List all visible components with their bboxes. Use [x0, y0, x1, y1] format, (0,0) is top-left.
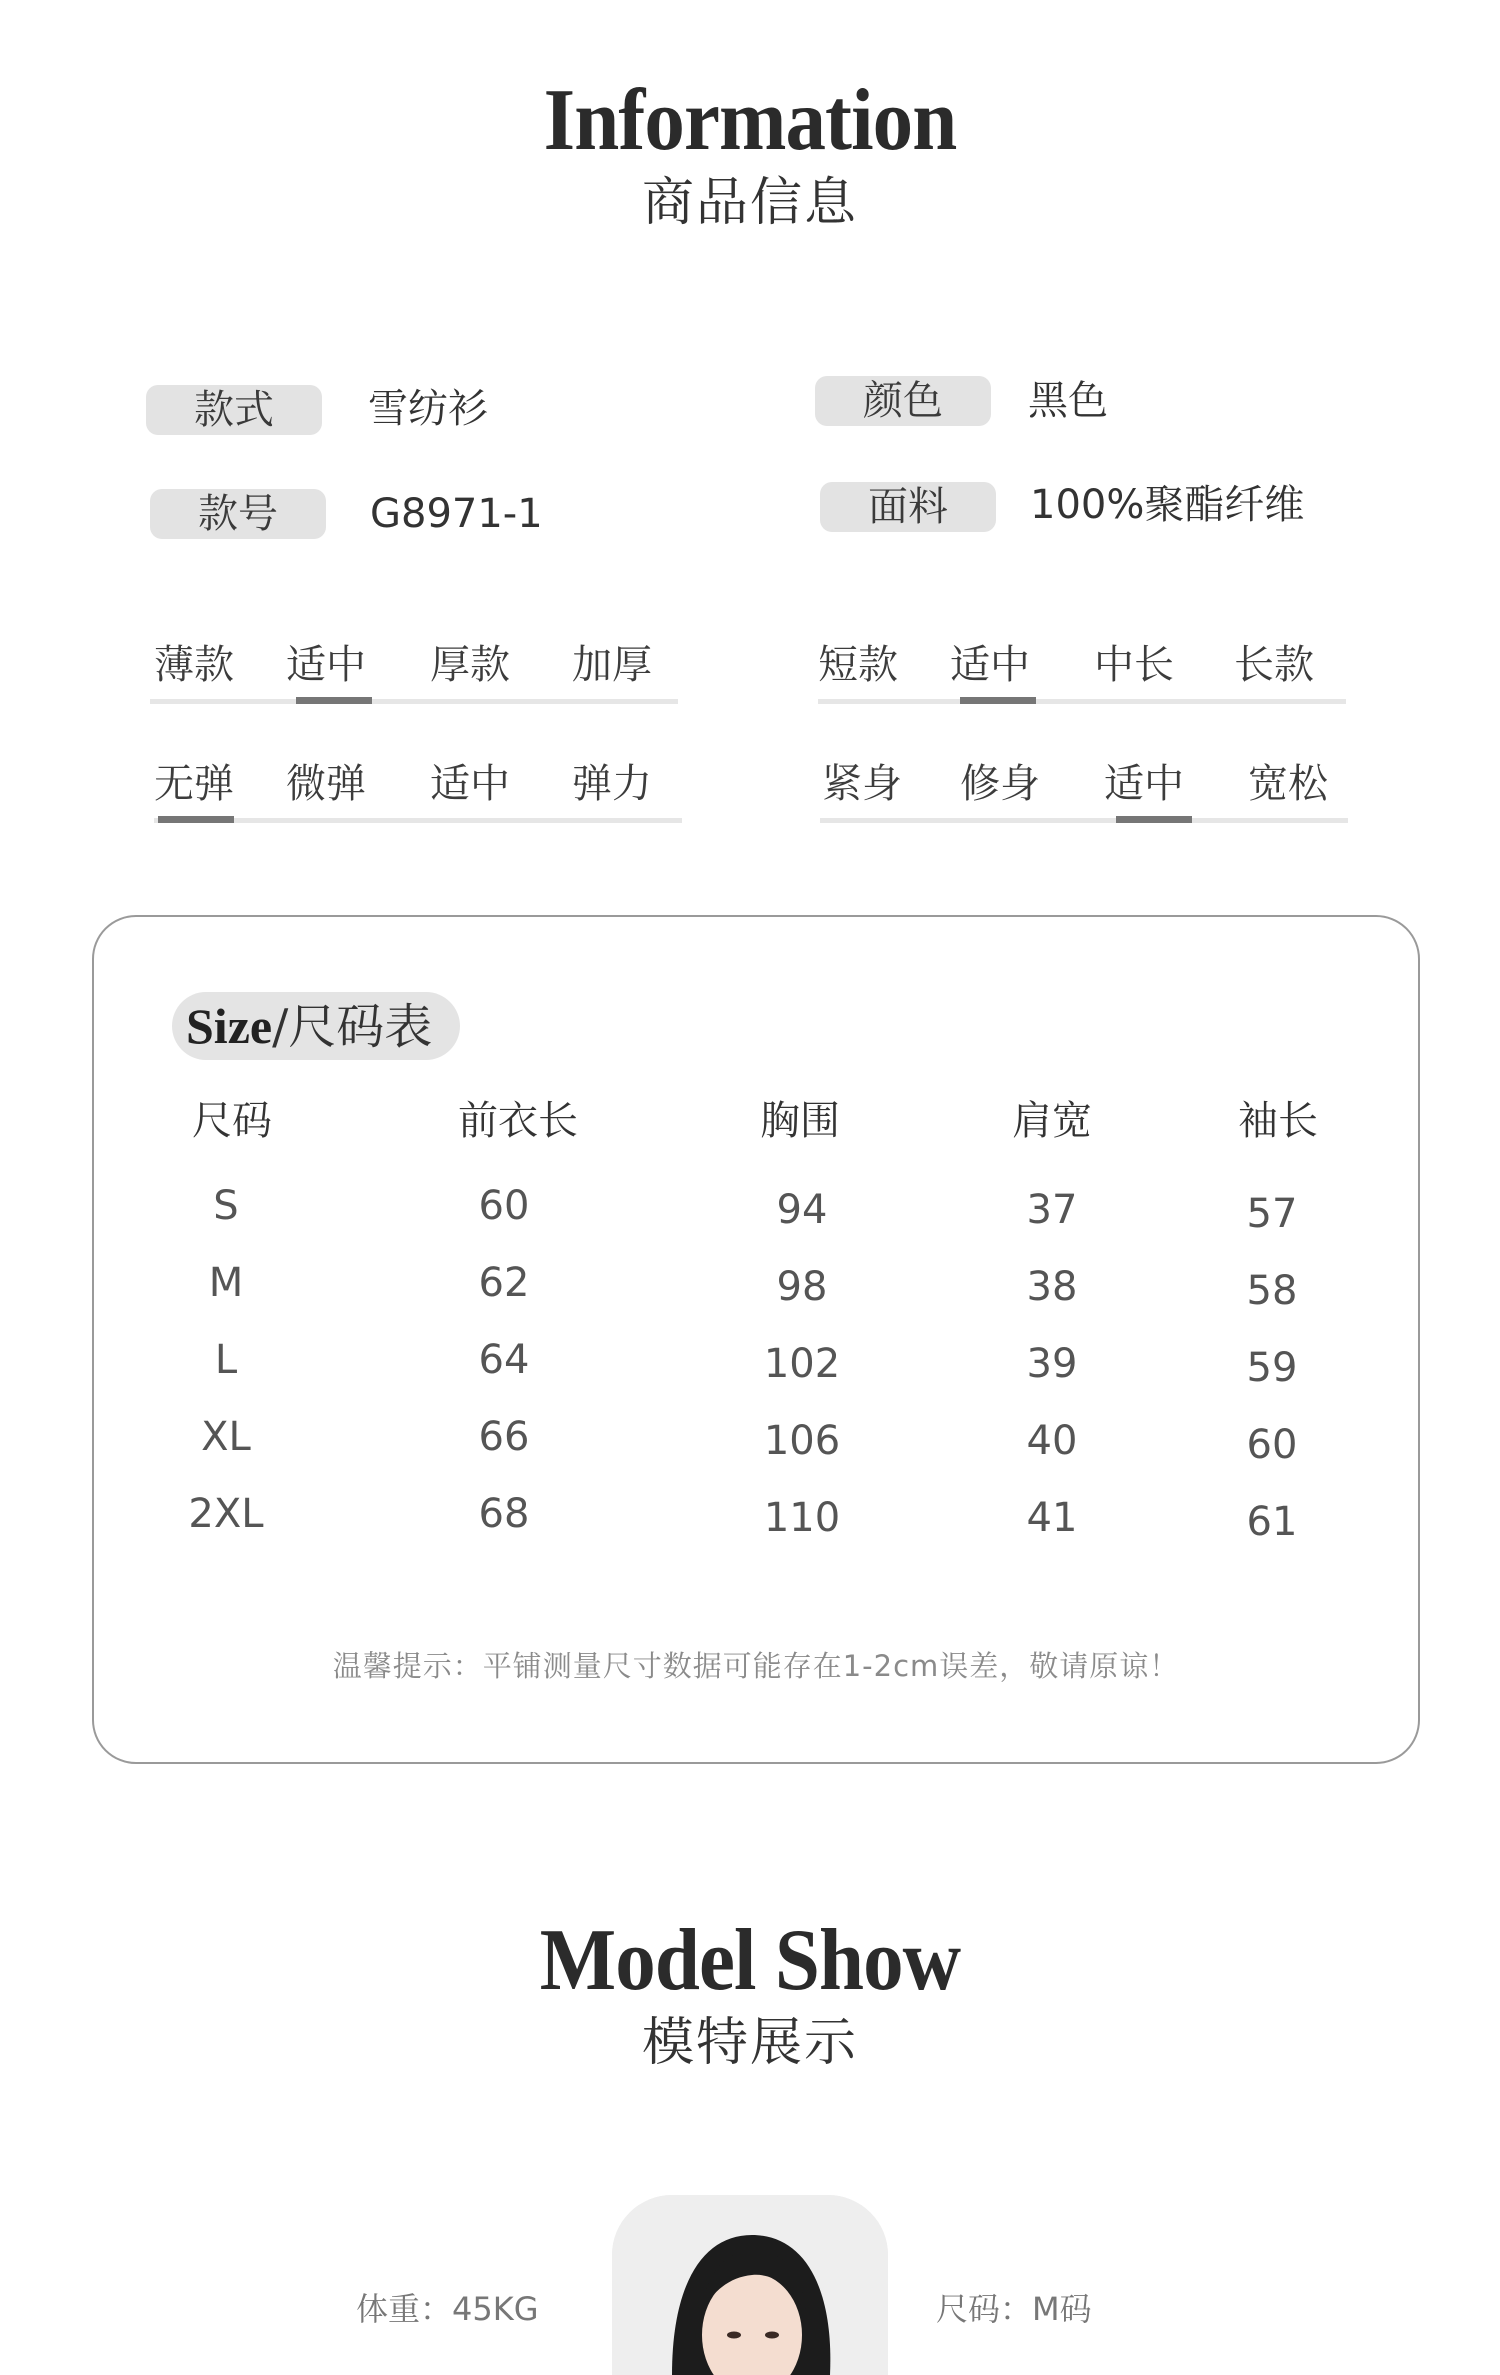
elasticity-option-3: 适中 — [430, 761, 510, 807]
length-scale — [818, 637, 1346, 697]
model-portrait-image — [612, 2195, 888, 2375]
size-title-separator: / — [272, 999, 289, 1055]
color-label-tag: 颜色 — [815, 376, 991, 426]
model-title-en: Model Show — [539, 1912, 961, 2009]
length-option-3: 中长 — [1094, 642, 1174, 688]
length-option-2: 适中 — [950, 642, 1030, 688]
table-cell: 110 — [763, 1495, 841, 1541]
thickness-option-4: 加厚 — [572, 642, 652, 688]
table-cell: 37 — [1026, 1187, 1078, 1233]
model-size: 尺码：M码 — [936, 2290, 1092, 2328]
table-cell: 57 — [1246, 1191, 1298, 1237]
header-front-length: 前衣长 — [458, 1098, 578, 1144]
table-cell: 2XL — [188, 1491, 264, 1537]
table-cell: 40 — [1026, 1418, 1078, 1464]
header-size: 尺码 — [192, 1098, 272, 1144]
model-title-cn: 模特展示 — [641, 2013, 858, 2073]
table-cell: 64 — [478, 1337, 530, 1383]
thickness-option-1: 薄款 — [154, 642, 234, 688]
style-label-tag: 款式 — [146, 385, 322, 435]
fit-option-1: 紧身 — [822, 761, 902, 807]
length-track — [818, 699, 1346, 704]
thickness-option-2: 适中 — [286, 642, 366, 688]
fit-option-4: 宽松 — [1248, 761, 1328, 807]
fit-track — [820, 818, 1348, 823]
info-title-cn: 商品信息 — [641, 173, 858, 233]
elasticity-option-4: 弹力 — [572, 761, 652, 807]
table-cell: 59 — [1246, 1345, 1298, 1391]
size-title-en: Size — [186, 998, 273, 1054]
table-cell: 98 — [776, 1264, 828, 1310]
elasticity-option-1: 无弹 — [154, 761, 234, 807]
info-title-en: Information — [543, 72, 957, 169]
table-cell: M — [208, 1260, 244, 1306]
table-cell: 102 — [763, 1341, 841, 1387]
length-selected-marker — [960, 697, 1036, 704]
table-cell: 38 — [1026, 1264, 1078, 1310]
elasticity-option-2: 微弹 — [286, 761, 366, 807]
table-cell: 41 — [1026, 1495, 1078, 1541]
table-cell: 66 — [478, 1414, 530, 1460]
table-cell: 61 — [1246, 1499, 1298, 1545]
fit-option-3: 适中 — [1104, 761, 1184, 807]
header-chest: 胸围 — [760, 1098, 840, 1144]
model-photo — [612, 2195, 888, 2375]
table-cell: 68 — [478, 1491, 530, 1537]
style-value: 雪纺衫 — [368, 386, 488, 432]
fabric-label-tag: 面料 — [820, 482, 996, 532]
table-cell: 94 — [776, 1187, 828, 1233]
color-value: 黑色 — [1028, 378, 1108, 424]
table-cell: 60 — [478, 1183, 530, 1229]
table-cell: 62 — [478, 1260, 530, 1306]
model-weight: 体重：45KG — [356, 2290, 539, 2328]
fit-option-2: 修身 — [960, 761, 1040, 807]
length-option-4: 长款 — [1234, 642, 1314, 688]
table-cell: 58 — [1246, 1268, 1298, 1314]
item-no-label-tag: 款号 — [150, 489, 326, 539]
thickness-track — [150, 699, 678, 704]
elasticity-selected-marker — [158, 816, 234, 823]
table-cell: 60 — [1246, 1422, 1298, 1468]
table-cell: 106 — [763, 1418, 841, 1464]
measurement-note: 温馨提示：平铺测量尺寸数据可能存在1-2cm误差，敬请原谅！ — [332, 1649, 1180, 1683]
size-chart-card — [92, 915, 1420, 1764]
size-title-cn: 尺码表 — [288, 999, 433, 1055]
table-cell: XL — [201, 1414, 251, 1460]
elasticity-scale — [154, 756, 682, 816]
item-no-value: G8971-1 — [370, 491, 543, 537]
table-cell: S — [213, 1183, 239, 1229]
header-shoulder: 肩宽 — [1012, 1098, 1092, 1144]
fit-scale — [820, 756, 1348, 816]
thickness-option-3: 厚款 — [430, 642, 510, 688]
table-cell: L — [214, 1337, 238, 1383]
header-sleeve: 袖长 — [1238, 1098, 1318, 1144]
thickness-scale — [150, 637, 678, 697]
fit-selected-marker — [1116, 816, 1192, 823]
fabric-value: 100%聚酯纤维 — [1030, 482, 1305, 528]
thickness-selected-marker — [296, 697, 372, 704]
size-chart-title — [172, 992, 460, 1060]
length-option-1: 短款 — [818, 642, 898, 688]
table-cell: 39 — [1026, 1341, 1078, 1387]
